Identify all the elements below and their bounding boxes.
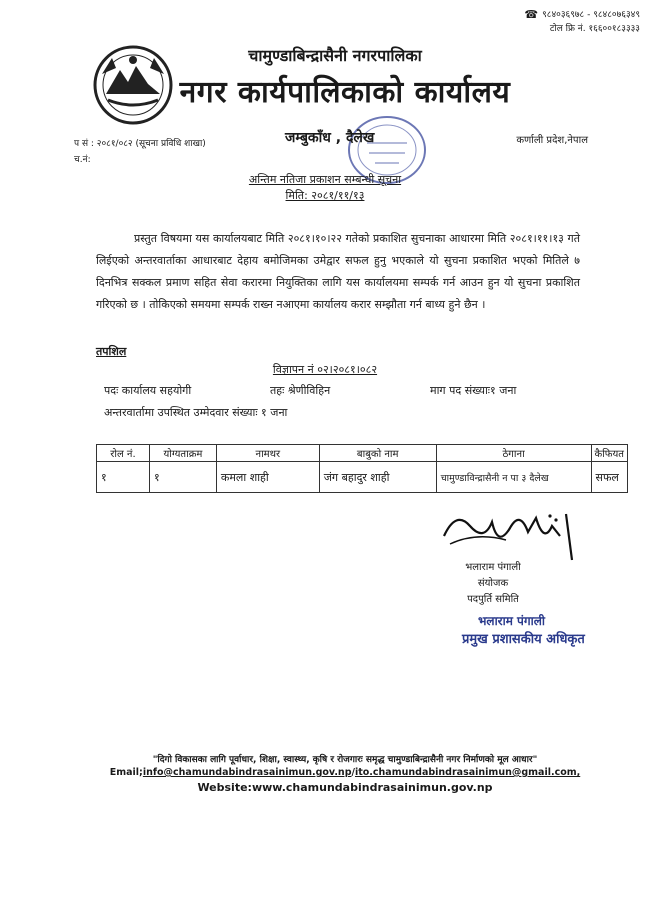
col-address: ठेगाना <box>436 445 591 462</box>
dispatch-number: च.नं: <box>74 155 91 165</box>
notice-date: मिति: २०८१/११/१३ <box>285 189 365 202</box>
signatory-role: संयोजक <box>477 578 509 589</box>
col-roll: रोल नं. <box>97 445 150 462</box>
chief-officer-title: प्रमुख प्रशासकीय अधिकृत <box>462 632 585 647</box>
cell-rank: १ <box>149 462 216 493</box>
post-field: पदः कार्यालय सहयोगी <box>104 384 192 397</box>
results-table <box>96 444 628 493</box>
chief-officer-name: भलाराम पंगाली <box>478 614 545 628</box>
table-row <box>97 462 628 493</box>
phone-numbers: ९८४०३६९७८ - ९८४८०७६३४९ <box>542 10 640 20</box>
details-label: तपशिल <box>96 345 127 358</box>
email-label: Email; <box>109 767 143 778</box>
reference-block <box>74 136 206 168</box>
notice-title: अन्तिम नतिजा प्रकाशन सम्बन्धी सूचना <box>248 173 402 186</box>
notice-body <box>96 228 580 316</box>
signatory-name: भलाराम पंगाली <box>465 562 521 573</box>
signatory-committee: पदपुर्ति समिति <box>467 594 519 605</box>
notice-heading <box>0 172 650 204</box>
province: कर्णाली प्रदेश,नेपाल <box>516 135 588 146</box>
office-location: जम्बुकाँध , दैलेख <box>285 130 375 146</box>
footer-email <box>0 767 650 778</box>
cell-remarks: सफल <box>591 462 627 493</box>
body-paragraph: प्रस्तुत विषयमा यस कार्यालयबाट मिति २०८१।१०।२२ गतेको प्रकाशित सुचनाका आधारमा मिति २०८१।११।१३ गते लिईएको अन्तरवार्ताका आधारबाट देहाय बमोजिमका उमेद्वार सफल हुनु भएकाले यो सुचना प्रकाशित भएको मितिले ७ दिनभित्र सक्कल प्रमाण सहित सेवा करारमा नियुक्तिका लागि यस कार्यालयमा सम्पर्क गर्न आउन हुन यो सुचना प्रकाशित गरिएको छ । तोकिएको समयमा सम्पर्क राख्न नआएमा कार्यालय करार सम्झौता गर्न बाध्य हुने छैन । <box>96 232 580 311</box>
table-header-row <box>97 445 628 462</box>
col-rank: योग्यताक्रम <box>149 445 216 462</box>
municipality-name: चामुण्डाबिन्द्रासैनी नगरपालिका <box>248 46 422 65</box>
footer-slogan: "दिगो विकासका लागि पूर्वाधार, शिक्षा, स्वास्थ्य, कृषि र रोजगारः समृद्ध चामुण्डाबिन्द्रासैनी नगर निर्माणको मूल आधार" <box>152 755 538 765</box>
col-name: नामथर <box>216 445 319 462</box>
cell-roll: १ <box>97 462 150 493</box>
attended-count: अन्तरवार्तामा उपस्थित उम्मेदवार संख्याः १ जना <box>104 406 288 419</box>
cell-father: जंग बहादुर शाही <box>319 462 436 493</box>
email-link-2[interactable]: ito.chamundabindrasainimun@gmail.com, <box>354 767 581 778</box>
cell-address: चामुण्डाविन्द्रासैनी न पा ३ दैलेख <box>436 462 591 493</box>
signature-mark <box>436 496 596 566</box>
footer-website[interactable]: Website:www.chamundabindrasainimun.gov.np <box>197 781 493 794</box>
col-remarks: कैफियत <box>591 445 627 462</box>
signatory-block <box>450 560 536 608</box>
reference-number: प सं : २०८१/०८२ (सूचना प्रविधि शाखा) <box>74 139 206 149</box>
phone-icon: ☎ <box>524 8 539 21</box>
col-father: बाबुको नाम <box>319 445 436 462</box>
email-link-1[interactable]: info@chamundabindrasainimun.gov.np <box>142 767 352 778</box>
tollfree-number: टोल फ्रि नं. १६६००१८३३३३ <box>549 24 640 34</box>
level-field: तहः श्रेणीविहिन <box>270 384 331 397</box>
email-separator: / <box>351 767 355 778</box>
advertisement-number: विज्ञापन नं ०२।२०८१।०८२ <box>272 363 378 376</box>
demand-field: माग पद संख्याः१ जना <box>430 384 517 397</box>
cell-name: कमला शाही <box>216 462 319 493</box>
office-name: नगर कार्यपालिकाको कार्यालय <box>179 75 511 110</box>
contact-info <box>524 8 640 36</box>
